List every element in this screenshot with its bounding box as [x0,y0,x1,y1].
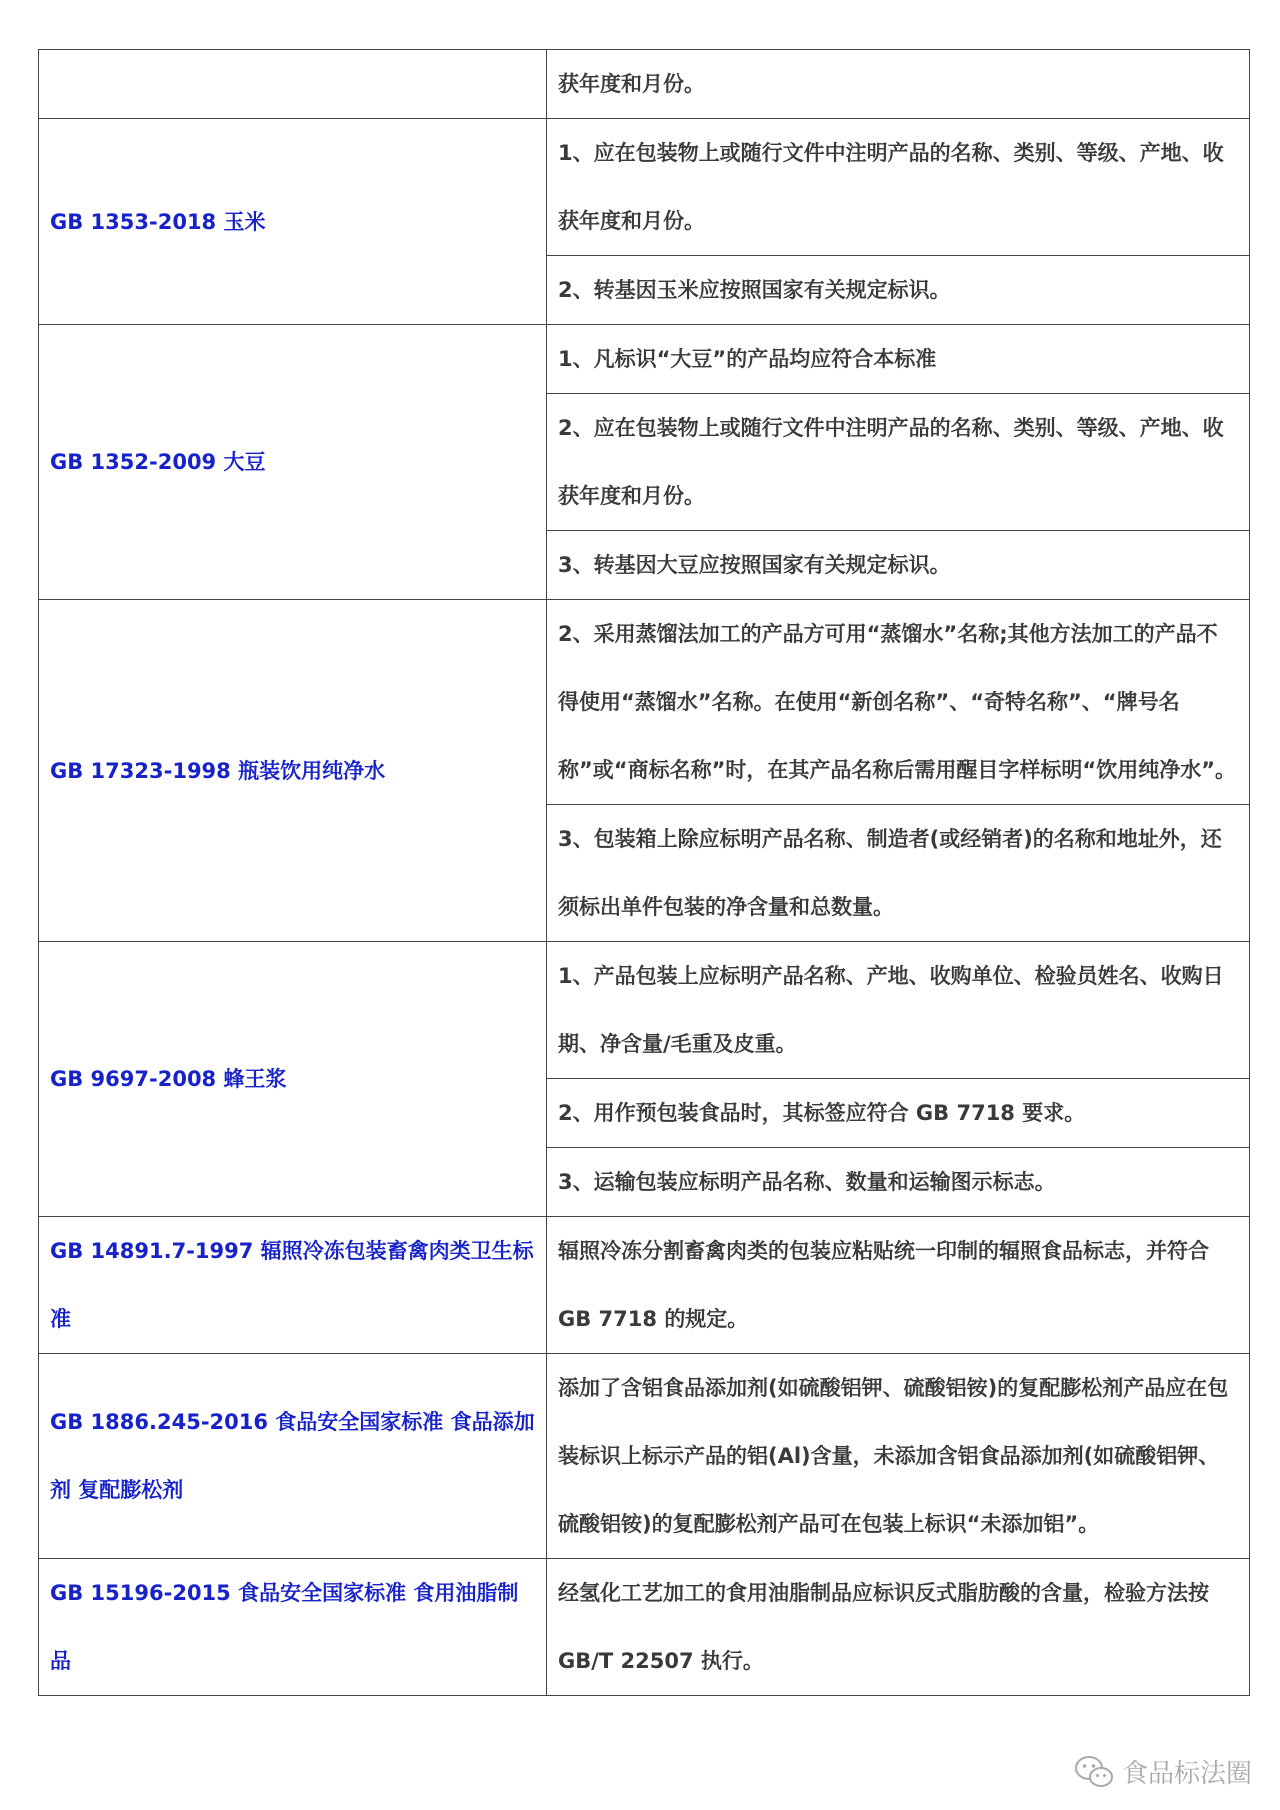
standard-cell: GB 1353-2018 玉米 [39,119,547,325]
requirement-cell: 1、产品包装上应标明产品名称、产地、收购单位、检验员姓名、收购日期、净含量/毛重及皮重。 [547,942,1250,1079]
requirement-cell: 1、凡标识“大豆”的产品均应符合本标准 [547,325,1250,394]
table-row [39,942,1250,1079]
standard-cell: GB 14891.7-1997 辐照冷冻包装畜禽肉类卫生标准 [39,1217,547,1354]
standard-cell: GB 1352-2009 大豆 [39,325,547,600]
standard-cell [39,50,547,119]
requirement-cell: 添加了含铝食品添加剂(如硫酸铝钾、硫酸铝铵)的复配膨松剂产品应在包装标识上标示产品的铝(Al)含量，未添加含铝食品添加剂(如硫酸铝钾、硫酸铝铵)的复配膨松剂产品可在包装上标识“未添加铝”。 [547,1354,1250,1559]
requirement-cell: 2、用作预包装食品时，其标签应符合 GB 7718 要求。 [547,1079,1250,1148]
requirement-cell: 3、包装箱上除应标明产品名称、制造者(或经销者)的名称和地址外，还须标出单件包装的净含量和总数量。 [547,805,1250,942]
requirement-cell: 2、采用蒸馏法加工的产品方可用“蒸馏水”名称;其他方法加工的产品不得使用“蒸馏水”名称。在使用“新创名称”、“奇特名称”、“牌号名称”或“商标名称”时，在其产品名称后需用醒目字样标明“饮用纯净水”。 [547,600,1250,805]
standard-cell: GB 15196-2015 食品安全国家标准 食用油脂制品 [39,1559,547,1696]
table-row [39,1217,1250,1354]
requirement-cell: 3、运输包装应标明产品名称、数量和运输图示标志。 [547,1148,1250,1217]
requirement-cell: 2、转基因玉米应按照国家有关规定标识。 [547,256,1250,325]
requirement-cell: 3、转基因大豆应按照国家有关规定标识。 [547,531,1250,600]
table-row [39,325,1250,394]
table-row [39,50,1250,119]
requirement-cell: 1、应在包装物上或随行文件中注明产品的名称、类别、等级、产地、收获年度和月份。 [547,119,1250,256]
requirement-cell: 2、应在包装物上或随行文件中注明产品的名称、类别、等级、产地、收获年度和月份。 [547,394,1250,531]
standard-cell: GB 9697-2008 蜂王浆 [39,942,547,1217]
table-row [39,1559,1250,1696]
standard-cell: GB 1886.245-2016 食品安全国家标准 食品添加剂 复配膨松剂 [39,1354,547,1559]
requirement-cell: 经氢化工艺加工的食用油脂制品应标识反式脂肪酸的含量，检验方法按 GB/T 22507 执行。 [547,1559,1250,1696]
standard-cell: GB 17323-1998 瓶装饮用纯净水 [39,600,547,942]
requirement-cell: 辐照冷冻分割畜禽肉类的包装应粘贴统一印制的辐照食品标志，并符合 GB 7718 的规定。 [547,1217,1250,1354]
standards-table [38,49,1250,1696]
watermark-text: 食品标法圈 [1121,1759,1252,1789]
watermark [1074,1753,1252,1790]
table-row [39,1354,1250,1559]
wechat-icon [1074,1755,1114,1789]
table-row [39,600,1250,805]
requirement-cell: 获年度和月份。 [547,50,1250,119]
table-row [39,119,1250,256]
